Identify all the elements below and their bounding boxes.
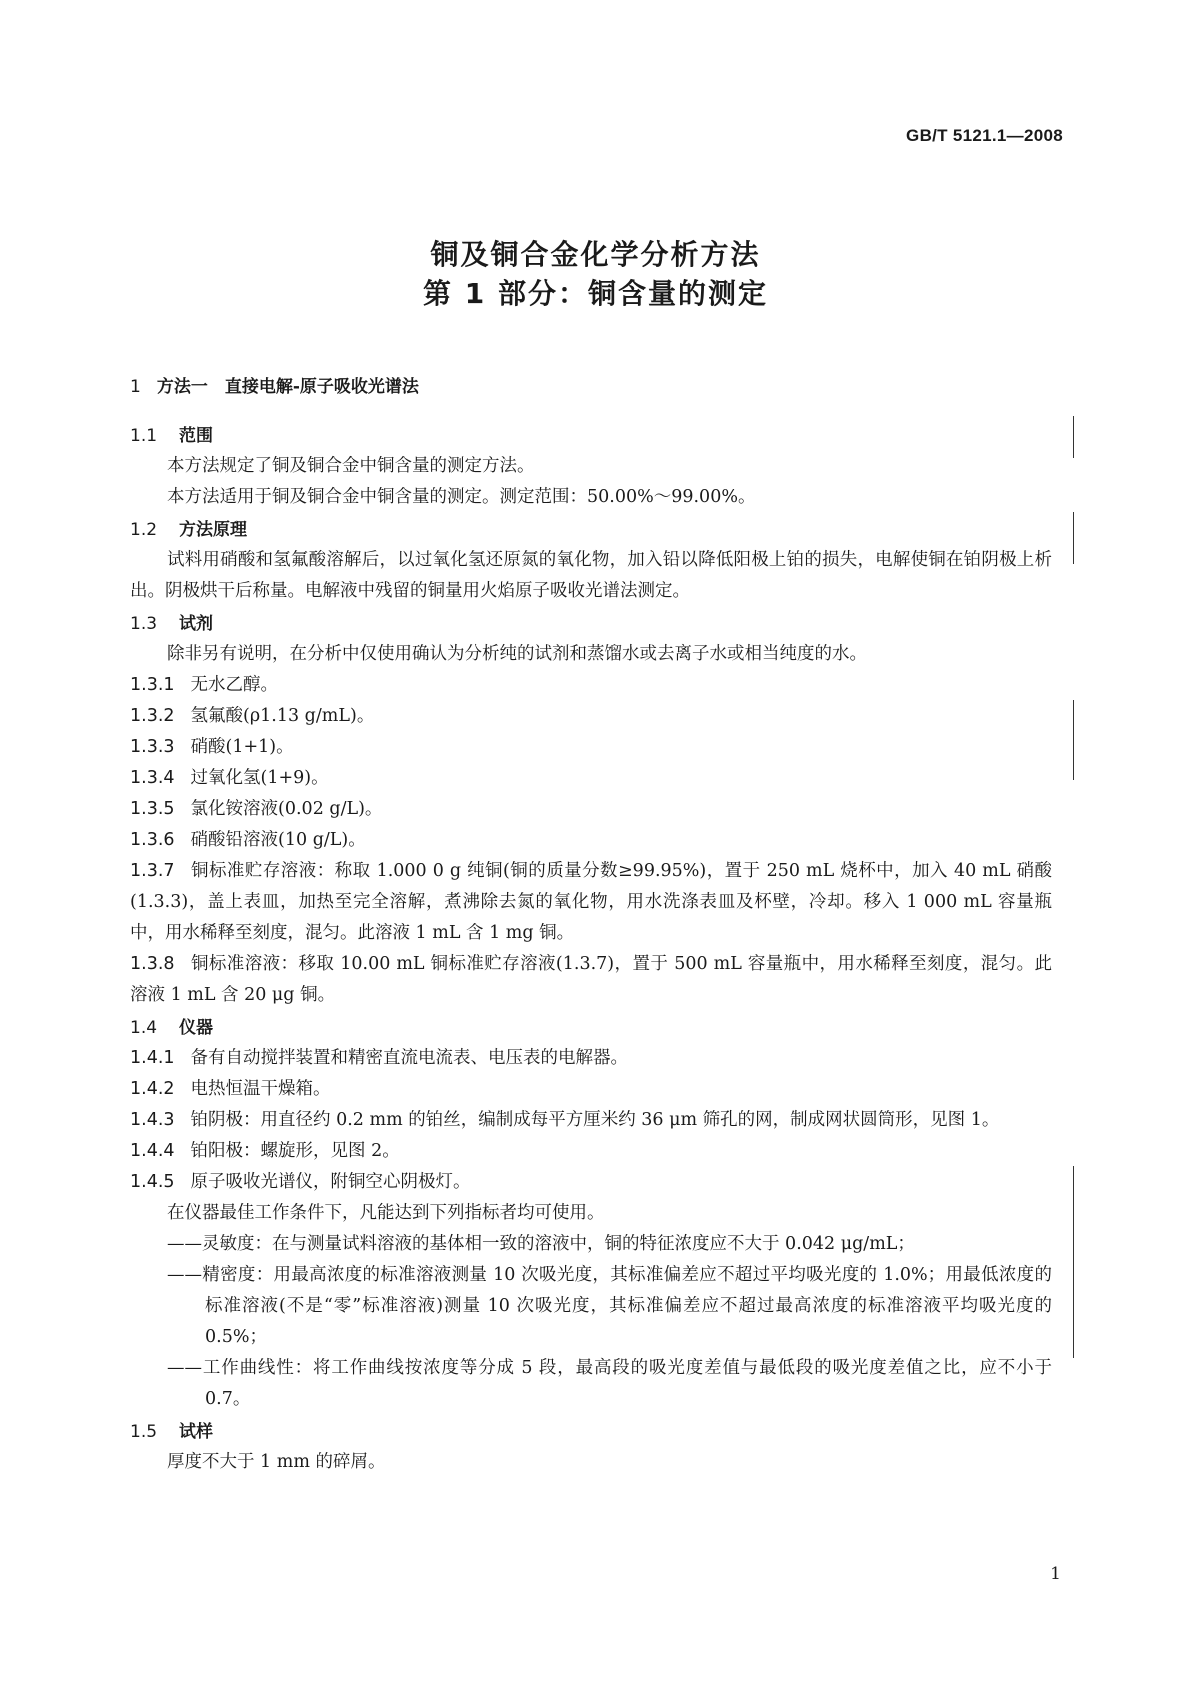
item-text: 电热恒温干燥箱。	[190, 1079, 331, 1099]
revision-bar	[1073, 1166, 1074, 1358]
section-title: 试样	[179, 1422, 214, 1442]
paragraph: 试料用硝酸和氢氟酸溶解后，以过氧化氢还原氮的氧化物，加入铅以降低阳极上铂的损失，电解使铜在铂阴极上析出。阴极烘干后称量。电解液中残留的铜量用火焰原子吸收光谱法测定。	[130, 550, 1052, 601]
item-number: 1.3.8	[130, 954, 175, 974]
list-item	[130, 794, 1052, 825]
item-number: 1.4.5	[130, 1172, 175, 1192]
item-text: 硝酸(1+1)。	[190, 737, 294, 757]
section-1-3-heading	[130, 611, 1052, 637]
revision-bar	[1073, 512, 1074, 564]
item-number: 1.3.4	[130, 768, 175, 788]
list-item	[130, 949, 1052, 1011]
page-number: 1	[1050, 1564, 1061, 1584]
list-item	[130, 701, 1052, 732]
section-title: 仪器	[179, 1018, 214, 1038]
section-1-1-heading	[130, 423, 1052, 449]
item-text: 备有自动搅拌装置和精密直流电流表、电压表的电解器。	[190, 1048, 629, 1068]
section-1-heading	[130, 372, 1052, 397]
revision-bar	[1073, 416, 1074, 458]
list-item	[130, 1074, 1052, 1105]
section-number: 1.1	[130, 426, 158, 446]
title-line-1: 铜及铜合金化学分析方法	[430, 238, 761, 271]
paragraph: 厚度不大于 1 mm 的碎屑。	[167, 1452, 386, 1472]
section-1-2-heading	[130, 517, 1052, 543]
item-number: 1.4.3	[130, 1110, 175, 1130]
item-text: 硝酸铅溶液(10 g/L)。	[190, 830, 366, 850]
paragraph: 除非另有说明，在分析中仅使用确认为分析纯的试剂和蒸馏水或去离子水或相当纯度的水。	[167, 644, 867, 664]
revision-bar	[1073, 700, 1074, 780]
dash-item: ——灵敏度：在与测量试料溶液的基体相一致的溶液中，铜的特征浓度应不大于 0.042 μg/mL；	[167, 1234, 915, 1254]
list-item	[130, 670, 1052, 701]
item-text: 氢氟酸(ρ1.13 g/mL)。	[190, 706, 375, 726]
item-number: 1.4.2	[130, 1079, 175, 1099]
item-text: 铜标准贮存溶液：称取 1.000 0 g 纯铜(铜的质量分数≥99.95%)，置于 250 mL 烧杯中，加入 40 mL 硝酸(1.3.3)，盖上表皿，加热至完全溶解，煮沸除去氮的氧化物，用水洗涤表皿及杯壁，冷却。移入 1 000 mL 容量瓶中，用水稀释至刻度，混匀。此溶液 1 mL 含 1 mg 铜。	[130, 861, 1052, 943]
list-item	[130, 1105, 1052, 1136]
list-item	[130, 1043, 1052, 1074]
item-number: 1.3.5	[130, 799, 175, 819]
item-text: 氯化铵溶液(0.02 g/L)。	[190, 799, 383, 819]
dash-item: ——工作曲线性：将工作曲线按浓度等分成 5 段，最高段的吸光度差值与最低段的吸光度差值之比，应不小于 0.7。	[167, 1358, 1052, 1409]
item-number: 1.3.1	[130, 675, 175, 695]
item-number: 1.4.1	[130, 1048, 175, 1068]
item-text: 铂阴极：用直径约 0.2 mm 的铂丝，编制成每平方厘米约 36 μm 筛孔的网，制成网状圆筒形，见图 1。	[190, 1110, 1000, 1130]
item-text: 铂阳极：螺旋形，见图 2。	[190, 1141, 400, 1161]
section-title: 方法一 直接电解-原子吸收光谱法	[156, 377, 419, 397]
document-body	[130, 372, 1052, 1478]
item-number: 1.3.6	[130, 830, 175, 850]
section-title: 方法原理	[179, 520, 248, 540]
section-number: 1.2	[130, 520, 158, 540]
list-item	[130, 825, 1052, 856]
dash-item: ——精密度：用最高浓度的标准溶液测量 10 次吸光度，其标准偏差应不超过平均吸光度的 1.0%；用最低浓度的标准溶液(不是“零”标准溶液)测量 10 次吸光度，其标准偏差应不超过最高浓度的标准溶液平均吸光度的 0.5%；	[167, 1265, 1052, 1347]
item-number: 1.4.4	[130, 1141, 175, 1161]
section-number: 1	[130, 377, 141, 397]
section-title: 范围	[179, 426, 214, 446]
paragraph: 本方法适用于铜及铜合金中铜含量的测定。测定范围：50.00%～99.00%。	[167, 487, 756, 507]
list-item	[130, 1167, 1052, 1198]
section-number: 1.4	[130, 1018, 158, 1038]
section-number: 1.5	[130, 1422, 158, 1442]
item-text: 原子吸收光谱仪，附铜空心阴极灯。	[190, 1172, 471, 1192]
list-item	[130, 1136, 1052, 1167]
item-text: 铜标准溶液：移取 10.00 mL 铜标准贮存溶液(1.3.7)，置于 500 mL 容量瓶中，用水稀释至刻度，混匀。此溶液 1 mL 含 20 μg 铜。	[130, 954, 1052, 1005]
item-number: 1.3.3	[130, 737, 175, 757]
paragraph: 本方法规定了铜及铜合金中铜含量的测定方法。	[167, 456, 535, 476]
section-number: 1.3	[130, 614, 158, 634]
item-text: 无水乙醇。	[190, 675, 279, 695]
title-line-2: 第 1 部分：铜含量的测定	[423, 277, 768, 310]
list-item	[130, 732, 1052, 763]
list-item	[130, 763, 1052, 794]
list-item	[130, 856, 1052, 949]
item-text: 过氧化氢(1+9)。	[190, 768, 329, 788]
paragraph: 在仪器最佳工作条件下，凡能达到下列指标者均可使用。	[167, 1203, 605, 1223]
item-number: 1.3.2	[130, 706, 175, 726]
section-title: 试剂	[179, 614, 214, 634]
standard-code: GB/T 5121.1—2008	[906, 126, 1063, 145]
item-number: 1.3.7	[130, 861, 175, 881]
section-1-5-heading	[130, 1419, 1052, 1445]
section-1-4-heading	[130, 1015, 1052, 1041]
